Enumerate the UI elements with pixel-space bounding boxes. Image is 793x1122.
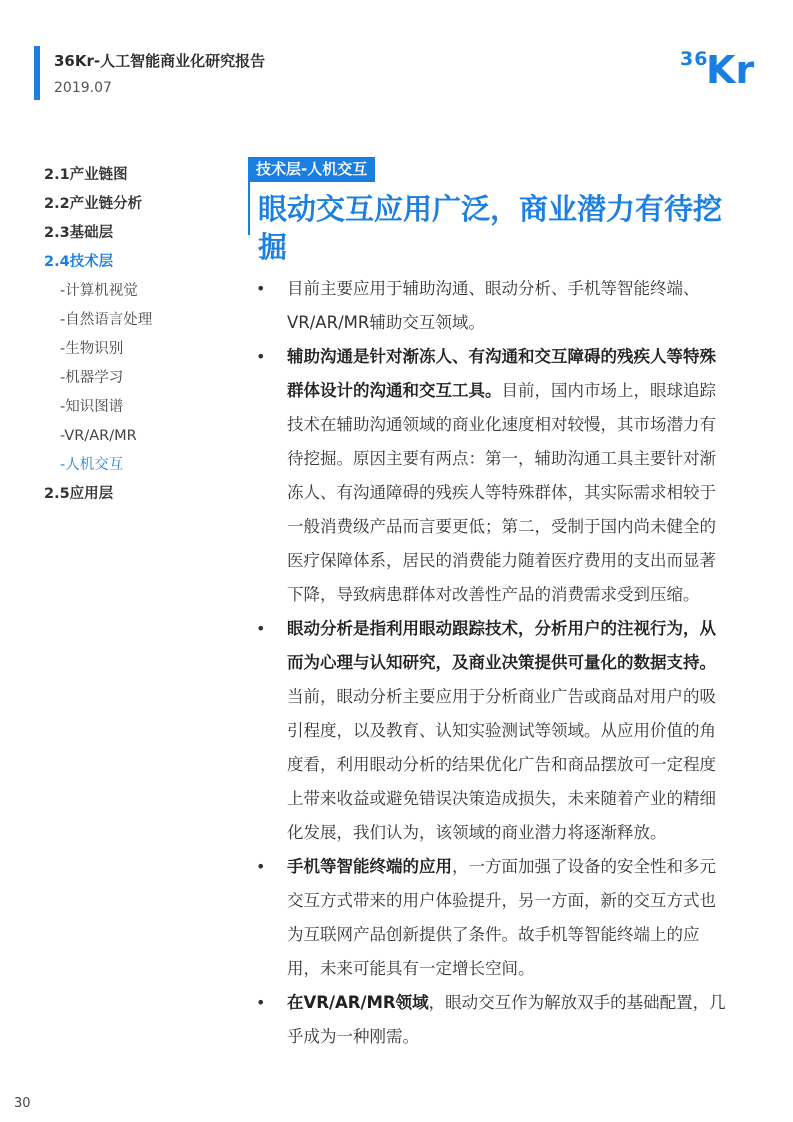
page-number: 30 [14,1096,31,1111]
header-accent-bar [34,46,40,100]
bullet-dot-icon: • [256,279,266,298]
bullet-bold-text: 在VR/AR/MR领域 [287,993,429,1012]
bullet-dot-icon: • [256,347,266,366]
toc-item-2-4[interactable]: 2.4技术层 [44,254,114,270]
bullet-text: 当前，眼动分析主要应用于分析商业广告或商品对用户的吸引程度，以及教育、认知实验测试等领域。从应用价值的角度看，利用眼动分析的结果优化广告和商品摆放可一定程度上带来收益或避免错误决策造成损失，未来随着产业的精细化发展，我们认为，该领域的商业潜力将逐渐释放。 [287,687,716,842]
bullet-text: 目前主要应用于辅助沟通、眼动分析、手机等智能终端、VR/AR/MR辅助交互领域。 [287,279,700,332]
list-item [256,272,728,340]
section-headline: 眼动交互应用广泛，商业潜力有待挖掘 [258,192,723,264]
toc-item-knowledge-graph[interactable]: -知识图谱 [60,399,124,415]
bullet-dot-icon: • [256,619,266,638]
36kr-logo [680,44,764,94]
list-item [256,612,728,850]
report-date: 2019.07 [54,80,112,96]
logo-number: 36 [680,48,709,70]
bullet-bold-text: 眼动分析是指利用眼动跟踪技术，分析用户的注视行为，从而为心理与认知研究，及商业决策提供可量化的数据支持。 [287,619,716,672]
section-tag: 技术层-人机交互 [248,157,375,182]
bullet-text: ，眼动交互作为解放双手的基础配置，几乎成为一种刚需。 [287,993,726,1046]
bullet-list [256,272,728,1054]
toc-item-2-3[interactable]: 2.3基础层 [44,225,114,241]
toc-item-nlp[interactable]: -自然语言处理 [60,312,153,328]
bullet-bold-text: 辅助沟通是针对渐冻人、有沟通和交互障碍的残疾人等特殊群体设计的沟通和交互工具。 [287,347,716,400]
report-title: 36Kr-人工智能商业化研究报告 [54,52,266,70]
bullet-text: 目前，国内市场上，眼球追踪技术在辅助沟通领域的商业化速度相对较慢，其市场潜力有待挖掘。原因主要有两点：第一，辅助沟通工具主要针对渐冻人、有沟通障碍的残疾人等特殊群体，其实际需求相较于一般消费级产品而言要更低；第二，受制于国内尚未健全的医疗保障体系，居民的消费能力随着医疗费用的支出而显著下降，导致病患群体对改善性产品的消费需求受到压缩。 [287,381,716,604]
list-item [256,340,728,612]
logo-letters: Kr [706,48,755,92]
bullet-text: ，一方面加强了设备的安全性和多元交互方式带来的用户体验提升，另一方面，新的交互方式也为互联网产品创新提供了条件。故手机等智能终端上的应用，未来可能具有一定增长空间。 [287,857,716,978]
list-item [256,850,728,986]
toc-item-machine-learning[interactable]: -机器学习 [60,370,124,386]
bullet-bold-text: 手机等智能终端的应用 [287,857,452,876]
table-of-contents [44,164,244,512]
toc-item-2-5[interactable]: 2.5应用层 [44,486,114,502]
toc-item-vr-ar-mr[interactable]: -VR/AR/MR [60,428,137,444]
toc-item-2-2[interactable]: 2.2产业链分析 [44,196,143,212]
list-item [256,986,728,1054]
toc-item-hci[interactable]: -人机交互 [60,457,124,473]
bullet-dot-icon: • [256,993,266,1012]
toc-item-2-1[interactable]: 2.1产业链图 [44,167,128,183]
toc-item-computer-vision[interactable]: -计算机视觉 [60,283,138,299]
toc-item-biometrics[interactable]: -生物识别 [60,341,124,357]
bullet-dot-icon: • [256,857,266,876]
